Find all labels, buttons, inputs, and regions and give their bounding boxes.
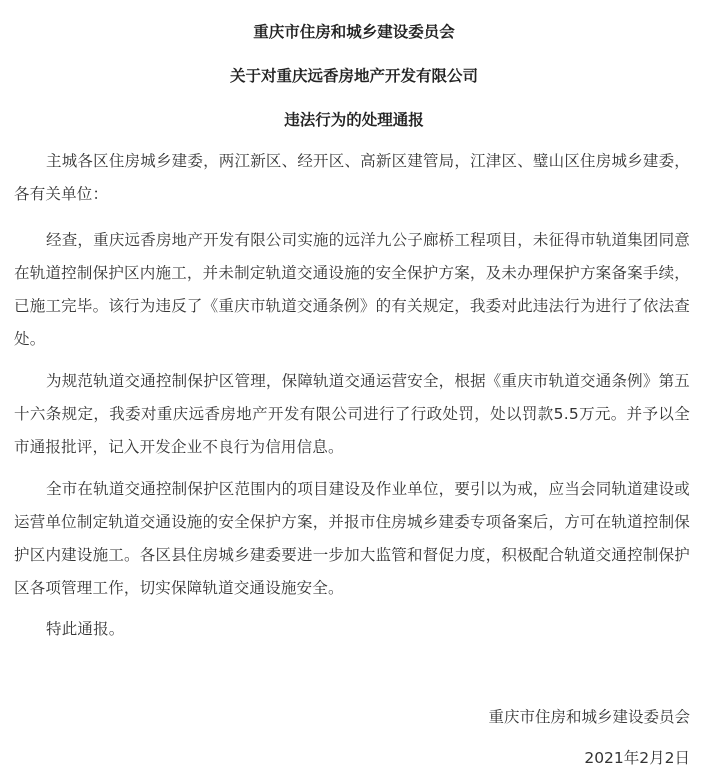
notice-title-line-1: 关于对重庆远香房地产开发有限公司 bbox=[229, 67, 478, 85]
requirements-paragraph: 全市在轨道交通控制保护区范围内的项目建设及作业单位，要引以为戒，应当会同轨道建设或运营单位制定轨道交通设施的安全保护方案，并报市住房城乡建委专项备案后，方可在轨道控制保护区内建设施工。各区县住房城乡建委要进一步加大监管和督促力度，积极配合轨道交通控制保护区各项管理工作，切实保障轨道交通设施安全。 bbox=[14, 480, 690, 597]
penalty-paragraph: 为规范轨道交通控制保护区管理，保障轨道交通运营安全，根据《重庆市轨道交通条例》第五十六条规定，我委对重庆远香房地产开发有限公司进行了行政处罚，处以罚款5.5万元。并予以全市通报批评，记入开发企业不良行为信用信息。 bbox=[14, 372, 690, 456]
findings-paragraph: 经查，重庆远香房地产开发有限公司实施的远洋九公子廊桥工程项目，未征得市轨道集团同意在轨道控制保护区内施工，并未制定轨道交通设施的安全保护方案，及未办理保护方案备案手续，已施工完毕。该行为违反了《重庆市轨道交通条例》的有关规定，我委对此违法行为进行了依法查处。 bbox=[14, 231, 690, 348]
issuer-title: 重庆市住房和城乡建设委员会 bbox=[253, 23, 455, 41]
notice-title-line-2: 违法行为的处理通报 bbox=[284, 111, 424, 129]
closing-paragraph: 特此通报。 bbox=[46, 620, 125, 638]
signature: 重庆市住房和城乡建设委员会 bbox=[488, 708, 690, 726]
issue-date: 2021年2月2日 bbox=[584, 749, 690, 767]
addressees-paragraph: 主城各区住房城乡建委，两江新区、经开区、高新区建管局，江津区、璧山区住房城乡建委，各有关单位： bbox=[14, 152, 690, 203]
